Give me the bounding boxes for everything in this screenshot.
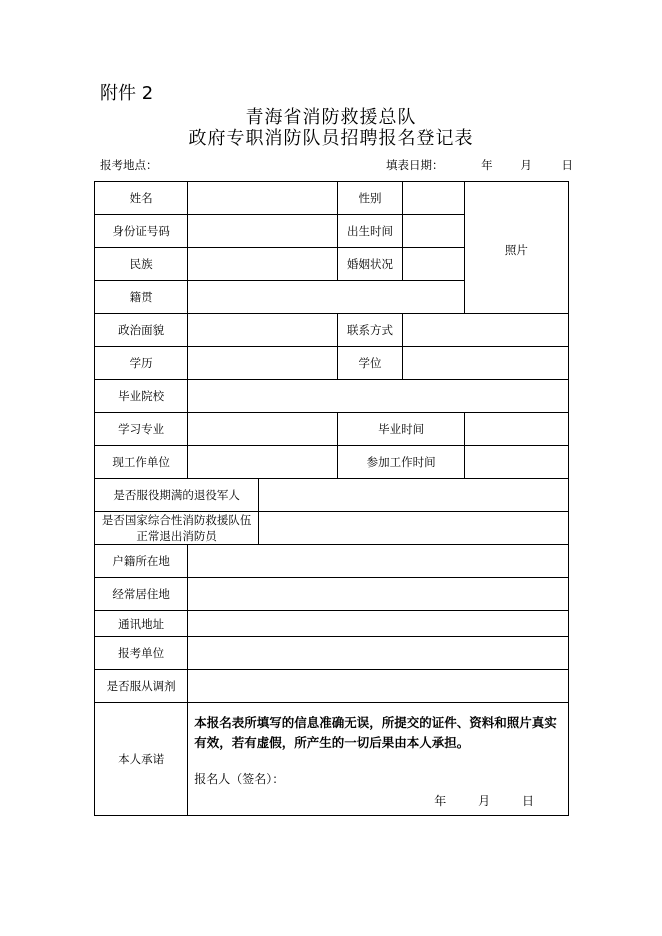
table-row — [95, 545, 569, 578]
table-row — [95, 182, 569, 215]
degree-field[interactable] — [402, 347, 568, 380]
work-start-time-label: 参加工作时间 — [338, 446, 464, 479]
pledge-text: 本报名表所填写的信息准确无误，所提交的证件、资料和照片真实有效，若有虚假，所产生的一切后果由本人承担。 — [194, 715, 557, 750]
table-row — [95, 479, 569, 512]
birth-date-field[interactable] — [402, 215, 464, 248]
residence-label: 经常居住地 — [95, 578, 188, 611]
gender-label: 性别 — [338, 182, 402, 215]
apply-unit-label: 报考单位 — [95, 637, 188, 670]
address-field[interactable] — [188, 611, 569, 637]
pledge-label: 本人承诺 — [95, 703, 188, 816]
pledge-date — [194, 793, 562, 809]
education-field[interactable] — [188, 347, 338, 380]
fill-date-day: 日 — [561, 158, 573, 172]
id-number-field[interactable] — [188, 215, 338, 248]
major-field[interactable] — [188, 413, 338, 446]
household-location-field[interactable] — [188, 545, 569, 578]
pledge-date-day: 日 — [521, 794, 534, 808]
fill-date-month: 月 — [520, 158, 532, 172]
fill-date-label: 填表日期： — [386, 158, 444, 172]
photo-box[interactable]: 照片 — [464, 182, 568, 314]
table-row — [95, 380, 569, 413]
native-place-label: 籍贯 — [95, 281, 188, 314]
political-status-field[interactable] — [188, 314, 338, 347]
veteran-label: 是否服役期满的退役军人 — [95, 479, 259, 512]
table-row — [95, 413, 569, 446]
fill-date-year: 年 — [481, 158, 493, 172]
native-place-field[interactable] — [188, 281, 465, 314]
gender-field[interactable] — [402, 182, 464, 215]
graduate-school-label: 毕业院校 — [95, 380, 188, 413]
table-row — [95, 670, 569, 703]
retired-firefighter-field[interactable] — [259, 512, 569, 545]
table-row — [95, 611, 569, 637]
table-row — [95, 637, 569, 670]
fill-date — [386, 157, 573, 173]
pledge-date-year: 年 — [434, 794, 447, 808]
graduation-time-label: 毕业时间 — [338, 413, 464, 446]
current-employer-field[interactable] — [188, 446, 338, 479]
household-location-label: 户籍所在地 — [95, 545, 188, 578]
registration-form — [94, 181, 569, 816]
exam-location-label: 报考地点： — [100, 158, 158, 172]
name-label: 姓名 — [95, 182, 188, 215]
table-row — [95, 578, 569, 611]
contact-label: 联系方式 — [338, 314, 402, 347]
apply-unit-field[interactable] — [188, 637, 569, 670]
pledge-cell — [188, 703, 569, 816]
ethnicity-field[interactable] — [188, 248, 338, 281]
retired-firefighter-label: 是否国家综合性消防救援队伍正常退出消防员 — [95, 512, 259, 545]
marital-status-field[interactable] — [402, 248, 464, 281]
major-label: 学习专业 — [95, 413, 188, 446]
table-row — [95, 703, 569, 816]
ethnicity-label: 民族 — [95, 248, 188, 281]
pledge-date-month: 月 — [478, 794, 491, 808]
table-row — [95, 512, 569, 545]
name-field[interactable] — [188, 182, 338, 215]
political-status-label: 政治面貌 — [95, 314, 188, 347]
accept-adjust-label: 是否服从调剂 — [95, 670, 188, 703]
attachment-label: 附件 2 — [100, 83, 154, 104]
table-row — [95, 347, 569, 380]
signer-label: 报名人（签名）： — [194, 772, 285, 786]
id-number-label: 身份证号码 — [95, 215, 188, 248]
graduate-school-field[interactable] — [188, 380, 569, 413]
work-start-time-field[interactable] — [464, 446, 568, 479]
table-row — [95, 446, 569, 479]
veteran-field[interactable] — [259, 479, 569, 512]
residence-field[interactable] — [188, 578, 569, 611]
title-line-1: 青海省消防救援总队 — [245, 107, 417, 128]
graduation-time-field[interactable] — [464, 413, 568, 446]
birth-date-label: 出生时间 — [338, 215, 402, 248]
accept-adjust-field[interactable] — [188, 670, 569, 703]
marital-status-label: 婚姻状况 — [338, 248, 402, 281]
title-line-2: 政府专职消防队员招聘报名登记表 — [188, 128, 474, 149]
degree-label: 学位 — [338, 347, 402, 380]
current-employer-label: 现工作单位 — [95, 446, 188, 479]
address-label: 通讯地址 — [95, 611, 188, 637]
contact-field[interactable] — [402, 314, 568, 347]
education-label: 学历 — [95, 347, 188, 380]
table-row — [95, 314, 569, 347]
